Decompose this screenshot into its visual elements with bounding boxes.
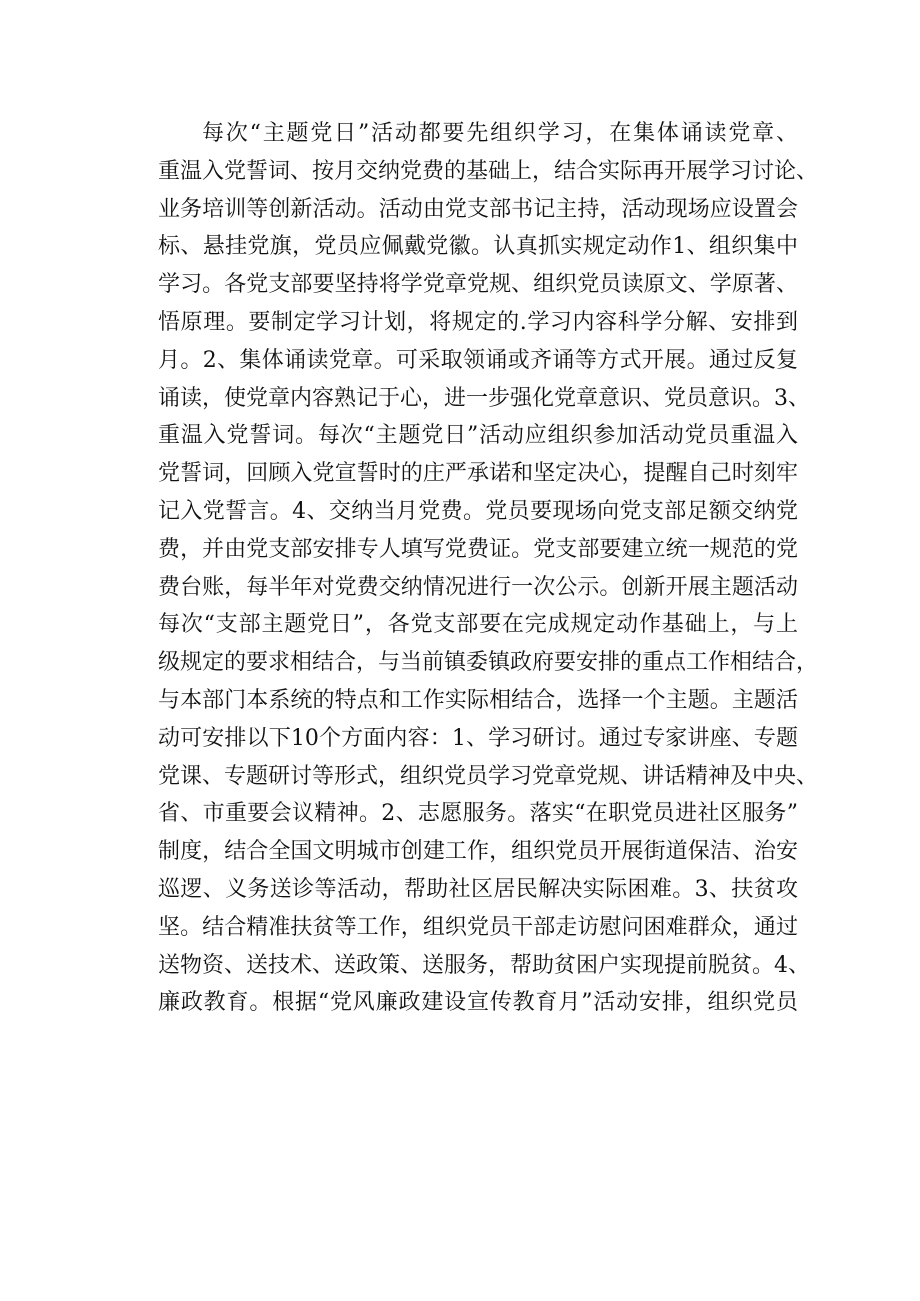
text-line: 省、市重要会议精神。2、志愿服务。落实“在职党员进社区服务”: [158, 801, 798, 827]
text-line: 级规定的要求相结合，与当前镇委镇政府要安排的重点工作相结合，: [158, 650, 819, 676]
text-line: 标、悬挂党旗，党员应佩戴党徽。认真抓实规定动作1、组织集中: [158, 234, 798, 260]
text-line: 费，并由党支部安排专人填写党费证。党支部要建立统一规范的党: [158, 536, 798, 562]
text-line: 每次“主题党日”活动都要先组织学习，在集体诵读党章、: [202, 121, 798, 146]
text-line: 悟原理。要制定学习计划，将规定的.学习内容科学分解、安排到: [158, 309, 798, 335]
text-line: 送物资、送技术、送政策、送服务，帮助贫困户实现提前脱贫。4、: [158, 952, 810, 978]
text-line: 与本部门本系统的特点和工作实际相结合，选择一个主题。主题活: [158, 687, 798, 713]
text-line: 党誓词，回顾入党宣誓时的庄严承诺和坚定决心，提醒自己时刻牢: [158, 461, 798, 487]
text-line: 重温入党誓词。每次“主题党日”活动应组织参加活动党员重温入: [158, 423, 798, 449]
text-line: 业务培训等创新活动。活动由党支部书记主持，活动现场应设置会: [158, 196, 798, 222]
text-line: 制度，结合全国文明城市创建工作，组织党员开展街道保洁、治安: [158, 839, 798, 865]
text-line: 重温入党誓词、按月交纳党费的基础上，结合实际再开展学习讨论、: [158, 158, 819, 184]
text-line: 巡逻、义务送诊等活动，帮助社区居民解决实际困难。3、扶贫攻: [158, 876, 798, 902]
text-line: 记入党誓言。4、交纳当月党费。党员要现场向党支部足额交纳党: [158, 498, 798, 524]
body-paragraph: [158, 115, 819, 1022]
text-line: 费台账，每半年对党费交纳情况进行一次公示。创新开展主题活动: [158, 574, 798, 600]
text-line: 坚。结合精准扶贫等工作，组织党员干部走访慰问困难群众，通过: [158, 914, 798, 940]
text-line: 月。2、集体诵读党章。可采取领诵或齐诵等方式开展。通过反复: [158, 347, 798, 373]
text-line: 诵读，使党章内容熟记于心，进一步强化党章意识、党员意识。3、: [158, 385, 810, 411]
text-line: 每次“支部主题党日”，各党支部要在完成规定动作基础上，与上: [158, 612, 798, 638]
text-line: 动可安排以下10个方面内容：1、学习研讨。通过专家讲座、专题: [158, 725, 798, 751]
text-line: 廉政教育。根据“党风廉政建设宣传教育月”活动安排，组织党员: [158, 990, 798, 1016]
text-line: 学习。各党支部要坚持将学党章党规、组织党员读原文、学原著、: [158, 272, 798, 298]
text-line: 党课、专题研讨等形式，组织党员学习党章党规、讲话精神及中央、: [158, 763, 819, 789]
